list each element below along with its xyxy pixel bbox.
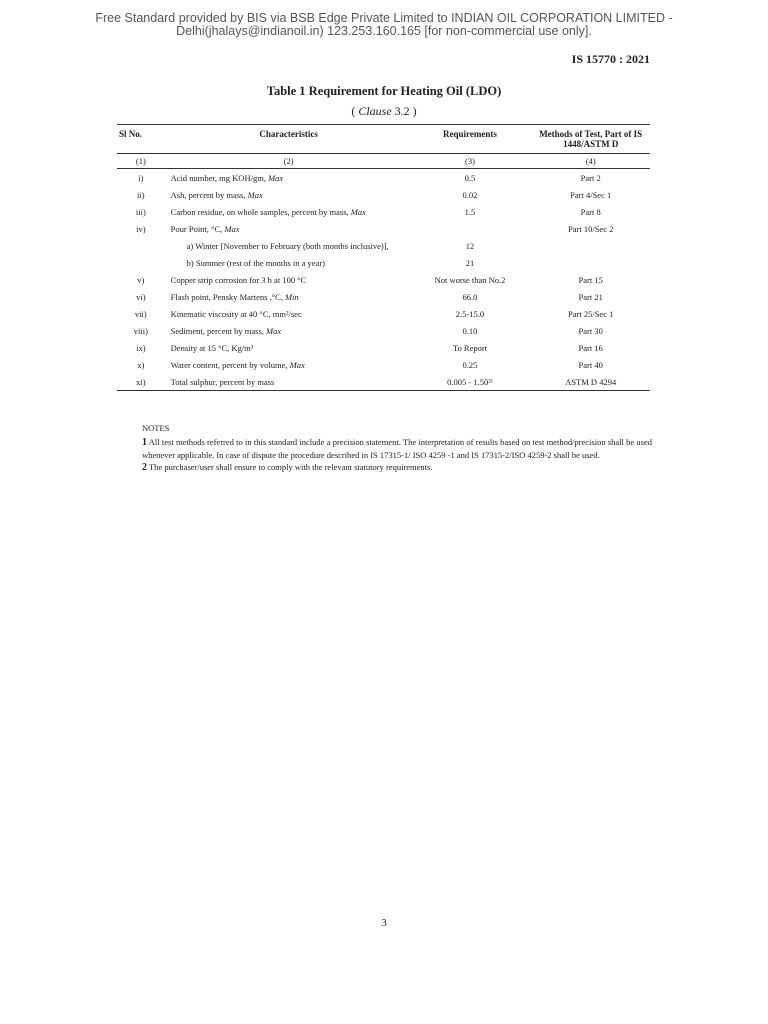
header-methods: Methods of Test, Part of IS 1448/ASTM D <box>531 125 650 154</box>
row-requirement: 0.005 - 1.50²⁾ <box>409 373 532 391</box>
column-number: (1) <box>117 154 165 169</box>
table-row <box>117 339 650 356</box>
row-sl-no <box>117 254 165 271</box>
row-sl-no: v) <box>137 274 145 285</box>
row-requirement: 12 <box>465 240 475 251</box>
row-test-method: ASTM D 4294 <box>531 373 650 391</box>
row-sl-no: xi) <box>117 373 165 391</box>
characteristic-text: a) Winter [November to February (both months inclusive)], <box>186 240 389 251</box>
row-sl-no: vi) <box>136 291 146 302</box>
row-characteristic <box>165 203 409 220</box>
limit-qualifier: Max <box>266 325 282 336</box>
characteristic-text: Water content, percent by volume, <box>170 359 288 370</box>
limit-qualifier: Max <box>350 206 366 217</box>
note-number: 2 <box>142 462 147 473</box>
row-requirement: To Report <box>452 342 488 353</box>
row-test-method: Part 25/Sec 1 <box>568 308 614 319</box>
standard-number: IS 15770 : 2021 <box>571 52 650 66</box>
row-characteristic <box>165 169 409 187</box>
row-test-method <box>531 237 650 254</box>
row-requirement <box>409 220 532 237</box>
table-clause: ( Clause 3.2 ) <box>351 104 417 118</box>
table-row <box>117 305 650 322</box>
row-test-method: Part 2 <box>580 172 601 183</box>
row-sl-no: i) <box>138 172 144 183</box>
characteristic-text: Flash point, Pensky Martens ,°C, <box>170 291 283 302</box>
characteristic-text: Carbon residue, on whole samples, percent by mass, <box>170 206 349 217</box>
notes-heading: NOTES <box>142 423 170 433</box>
row-characteristic <box>165 271 409 288</box>
row-requirement: 0.5 <box>464 172 476 183</box>
table-row <box>117 356 650 373</box>
watermark-banner <box>0 12 768 38</box>
characteristic-text: Sediment, percent by mass, <box>170 325 264 336</box>
limit-qualifier: Max <box>247 189 263 200</box>
row-requirement: 66.0 <box>462 291 478 302</box>
note-item <box>142 436 652 461</box>
row-sl-no: iii) <box>135 206 146 217</box>
row-requirement: 0.25 <box>462 359 478 370</box>
characteristic-text: Density at 15 °C, Kg/m³ <box>170 342 254 353</box>
characteristic-text: b) Summer (rest of the months in a year) <box>186 257 325 268</box>
table-row <box>117 254 650 271</box>
row-test-method: Part 15 <box>578 274 603 285</box>
row-sl-no: iv) <box>136 223 146 234</box>
characteristic-text: Pour Point, °C, <box>170 223 223 234</box>
table-header-row <box>117 125 650 154</box>
row-sl-no: vii) <box>134 308 147 319</box>
row-test-method: Part 8 <box>580 206 601 217</box>
table-row <box>117 237 650 254</box>
row-requirement: 2.5-15.0 <box>455 308 485 319</box>
row-test-method: Part 40 <box>578 359 603 370</box>
row-requirement: Not worse than No.2 <box>434 274 506 285</box>
row-characteristic <box>165 339 409 356</box>
row-characteristic <box>165 237 409 254</box>
characteristic-text: Ash, percent by mass, <box>170 189 246 200</box>
note-item <box>142 461 652 474</box>
note-number: 1 <box>142 437 147 448</box>
table-row <box>117 288 650 305</box>
column-number: (4) <box>531 154 650 169</box>
column-number: (3) <box>409 154 532 169</box>
row-test-method <box>531 254 650 271</box>
limit-qualifier: Max <box>268 172 284 183</box>
clause-number: 3.2 <box>394 104 410 118</box>
row-sl-no <box>117 237 165 254</box>
row-sl-no: ix) <box>136 342 146 353</box>
note-text: The purchaser/user shall ensure to comply with the relevant statutory requirements. <box>148 462 433 472</box>
characteristic-text: Kinematic viscosity at 40 °C, mm²/sec <box>170 308 302 319</box>
row-characteristic <box>165 254 409 271</box>
row-characteristic <box>165 220 409 237</box>
notes-section <box>142 422 652 474</box>
watermark-line-1: Free Standard provided by BIS via BSB Edge Private Limited to INDIAN OIL CORPORATION LIMITED - <box>95 11 673 25</box>
row-test-method: Part 16 <box>578 342 603 353</box>
page-number: 3 <box>381 917 387 929</box>
row-characteristic <box>165 305 409 322</box>
row-sl-no: x) <box>137 359 145 370</box>
characteristic-text: Total sulphur, percent by mass <box>170 376 275 387</box>
table-row <box>117 373 650 391</box>
column-number: (2) <box>165 154 409 169</box>
clause-word: Clause <box>358 104 392 118</box>
characteristic-text: Acid number, mg KOH/gm, <box>170 172 266 183</box>
row-characteristic <box>165 356 409 373</box>
row-characteristic <box>165 186 409 203</box>
header-sl-no: Sl No. <box>117 125 165 154</box>
row-requirement: 21 <box>465 257 475 268</box>
requirements-table <box>117 124 650 391</box>
header-requirements: Requirements <box>409 125 532 154</box>
limit-qualifier: Max <box>289 359 305 370</box>
row-characteristic <box>165 373 409 391</box>
watermark-line-2: Delhi(jhalays@indianoil.in) 123.253.160.165 [for non-commercial use only]. <box>176 24 592 38</box>
note-text: All test methods referred to in this standard include a precision statement. The interpretation of results based on test method/precision shall be used whenever applicable. In case of dispute the procedure described in IS 17315-1/ ISO 4259 -1 and IS 17315-2/ISO 4259-2 shall be used. <box>142 437 652 460</box>
row-sl-no: viii) <box>133 325 148 336</box>
characteristic-text: Copper strip corrosion for 3 h at 100 °C <box>170 274 307 285</box>
row-characteristic <box>165 322 409 339</box>
table-title: Table 1 Requirement for Heating Oil (LDO) <box>266 84 502 98</box>
row-test-method: Part 10/Sec 2 <box>568 223 614 234</box>
table-row <box>117 322 650 339</box>
row-test-method: Part 21 <box>578 291 603 302</box>
row-test-method: Part 4/Sec 1 <box>570 189 612 200</box>
limit-qualifier: Max <box>224 223 240 234</box>
table-row <box>117 271 650 288</box>
table-row <box>117 220 650 237</box>
row-requirement: 0.02 <box>462 189 478 200</box>
table-row <box>117 203 650 220</box>
row-sl-no: ii) <box>137 189 145 200</box>
column-number-row <box>117 154 650 169</box>
row-characteristic <box>165 288 409 305</box>
row-test-method: Part 30 <box>578 325 603 336</box>
table-row <box>117 186 650 203</box>
header-characteristics: Characteristics <box>165 125 409 154</box>
table-row <box>117 169 650 187</box>
limit-qualifier: Min <box>285 291 299 302</box>
row-requirement: 1.5 <box>464 206 476 217</box>
row-requirement: 0.10 <box>462 325 478 336</box>
